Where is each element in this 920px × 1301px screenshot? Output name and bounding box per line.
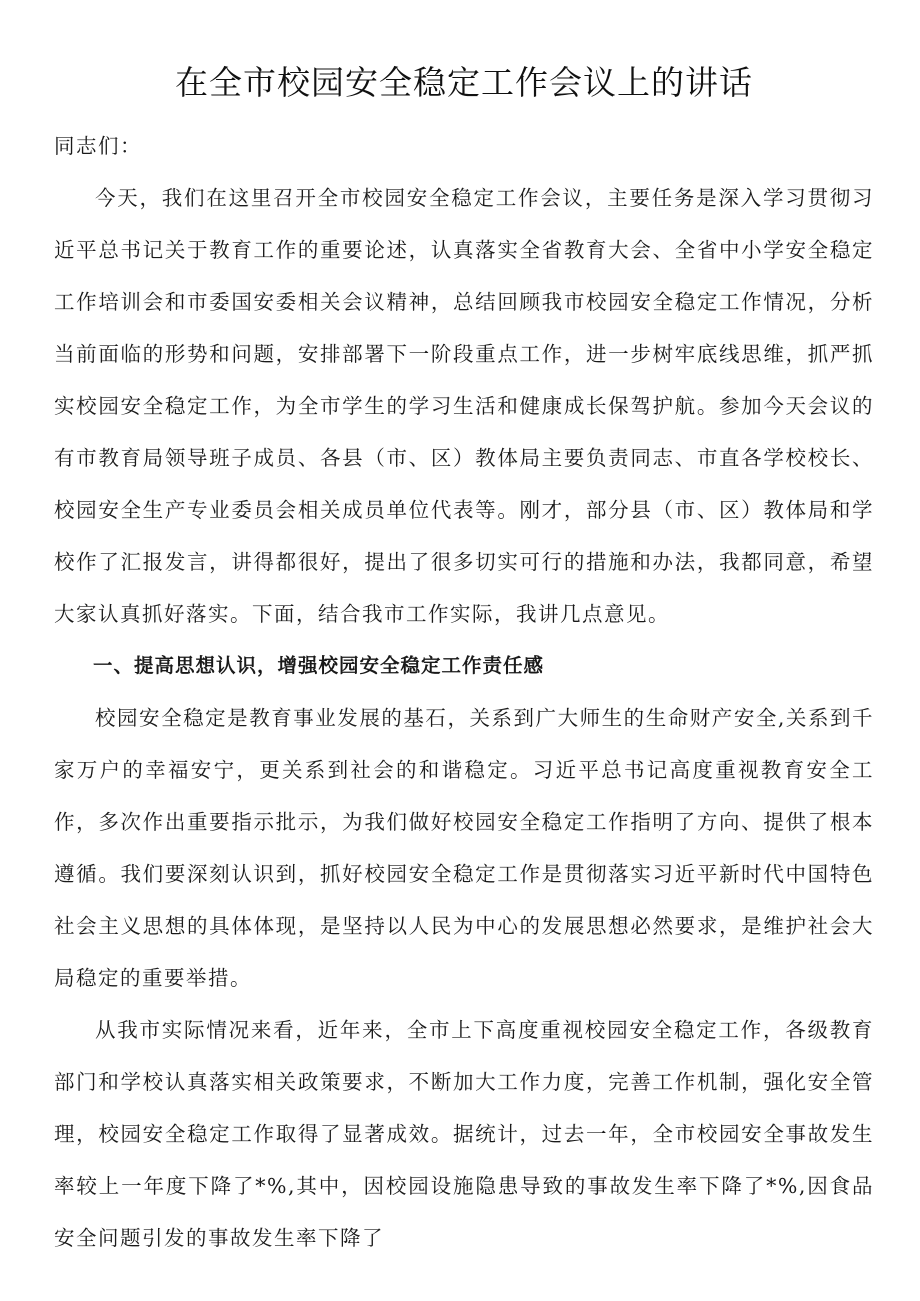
section-paragraph: 校园安全稳定是教育事业发展的基石，关系到广大师生的生命财产安全,关系到千家万户的幸福安宁，更关系到社会的和谐稳定。习近平总书记高度重视教育安全工作，多次作出重要指示批示，为我们做好校园安全稳定工作指明了方向、提供了根本遵循。我们要深刻认识到，抓好校园安全稳定工作是贯彻落实习近平新时代中国特色社会主义思想的具体体现，是坚持以人民为中心的发展思想必然要求，是维护社会大局稳定的重要举措。 (54, 706, 874, 990)
salutation: 同志们： (54, 134, 142, 158)
section-heading: 一、提高思想认识，增强校园安全稳定工作责任感 (93, 654, 545, 677)
section-paragraph: 从我市实际情况来看，近年来，全市上下高度重视校园安全稳定工作，各级教育部门和学校认真落实相关政策要求，不断加大工作力度，完善工作机制，强化安全管理，校园安全稳定工作取得了显著成效。据统计，过去一年，全市校园安全事故发生率较上一年度下降了*%,其中，因校园设施隐患导致的事故发生率下降了*%,因食品安全问题引发的事故发生率下降了 (54, 1018, 874, 1250)
document-title: 在全市校园安全稳定工作会议上的讲话 (175, 63, 753, 102)
opening-paragraph: 今天，我们在这里召开全市校园安全稳定工作会议，主要任务是深入学习贯彻习近平总书记关于教育工作的重要论述，认真落实全省教育大会、全省中小学安全稳定工作培训会和市委国安委相关会议精神，总结回顾我市校园安全稳定工作情况，分析当前面临的形势和问题，安排部署下一阶段重点工作，进一步树牢底线思维，抓严抓实校园安全稳定工作，为全市学生的学习生活和健康成长保驾护航。参加今天会议的有市教育局领导班子成员、各县（市、区）教体局主要负责同志、市直各学校校长、校园安全生产专业委员会相关成员单位代表等。刚才，部分县（市、区）教体局和学校作了汇报发言，讲得都很好，提出了很多切实可行的措施和办法，我都同意，希望大家认真抓好落实。下面，结合我市工作实际，我讲几点意见。 (54, 186, 874, 626)
